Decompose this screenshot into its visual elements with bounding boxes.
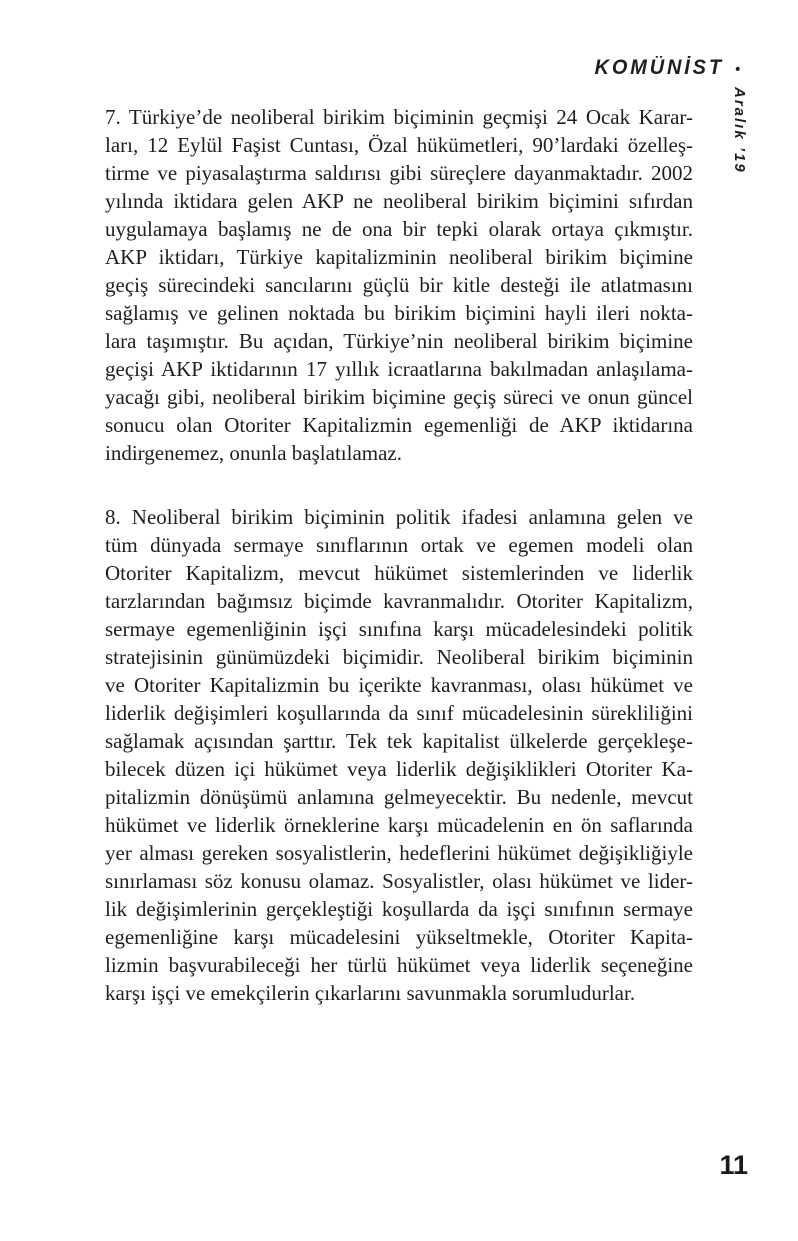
text-line: geçişi AKP iktidarının 17 yıllık icraatlarına bakılmadan anlaşılama-	[105, 357, 693, 381]
text-line: yılında iktidara gelen AKP ne neoliberal birikim biçimini sıfırdan	[105, 189, 693, 213]
text-line: 7. Türkiye’de neoliberal birikim biçiminin geçmişi 24 Ocak Karar-	[105, 105, 693, 129]
text-line: sonucu olan Otoriter Kapitalizmin egemenliği de AKP iktidarına	[105, 413, 693, 437]
text-line: tirme ve piyasalaştırma saldırısı gibi süreçlere dayanmaktadır. 2002	[105, 161, 693, 185]
issue-date-vertical: Aralık ’19	[731, 87, 748, 174]
text-line: sınırlaması söz konusu olamaz. Sosyalistler, olası hükümet ve lider-	[105, 869, 693, 893]
paragraph-7	[105, 103, 693, 467]
text-line: yacağı gibi, neoliberal birikim biçimine geçiş süreci ve onun güncel	[105, 385, 693, 409]
text-line: stratejisinin günümüzdeki biçimidir. Neoliberal birikim biçiminin	[105, 645, 693, 669]
text-line: sermaye egemenliğinin işçi sınıfına karşı mücadelesindeki politik	[105, 617, 693, 641]
text-line: 8. Neoliberal birikim biçiminin politik ifadesi anlamına gelen ve	[105, 505, 693, 529]
text-line: geçiş sürecindeki sancılarını güçlü bir kitle desteği ile atlatmasını	[105, 273, 693, 297]
text-line: pitalizmin dönüşümü anlamına gelmeyecektir. Bu nedenle, mevcut	[105, 785, 693, 809]
journal-title: KOMÜNİST	[594, 56, 724, 79]
header-bullet-icon: •	[734, 60, 740, 78]
page-number: 11	[719, 1150, 748, 1180]
text-line: Otoriter Kapitalizm, mevcut hükümet sistemlerinden ve liderlik	[105, 561, 693, 585]
text-line: bilecek düzen içi hükümet veya liderlik değişiklikleri Otoriter Ka-	[105, 757, 693, 781]
running-header	[594, 56, 740, 80]
text-line: ları, 12 Eylül Faşist Cuntası, Özal hükümetleri, 90’lardaki özelleş-	[105, 133, 693, 157]
paragraph-8	[105, 503, 693, 1007]
text-line: tarzlarından bağımsız biçimde kavranmalıdır. Otoriter Kapitalizm,	[105, 589, 693, 613]
text-line: sağlamış ve gelinen noktada bu birikim biçimini hayli ileri nokta-	[105, 301, 693, 325]
body-text	[105, 103, 693, 1007]
text-line: yer alması gereken sosyalistlerin, hedeflerini hükümet değişikliğiyle	[105, 841, 693, 865]
text-line: uygulamaya başlamış ne de ona bir tepki olarak ortaya çıkmıştır.	[105, 217, 693, 241]
text-line: egemenliğine karşı mücadelesini yükseltmekle, Otoriter Kapita-	[105, 925, 693, 949]
text-line: ve Otoriter Kapitalizmin bu içerikte kavranması, olası hükümet ve	[105, 673, 693, 697]
text-line: hükümet ve liderlik örneklerine karşı mücadelenin en ön saflarında	[105, 813, 693, 837]
text-line: karşı işçi ve emekçilerin çıkarlarını savunmakla sorumludurlar.	[105, 981, 636, 1005]
text-line: lik değişimlerinin gerçekleştiği koşullarda da işçi sınıfının sermaye	[105, 897, 693, 921]
text-line: indirgenemez, onunla başlatılamaz.	[105, 441, 403, 465]
text-line: liderlik değişimleri koşullarında da sınıf mücadelesinin sürekliliğini	[105, 701, 693, 725]
text-line: tüm dünyada sermaye sınıflarının ortak ve egemen modeli olan	[105, 533, 693, 557]
text-line: AKP iktidarı, Türkiye kapitalizminin neoliberal birikim biçimine	[105, 245, 693, 269]
text-line: lara taşımıştır. Bu açıdan, Türkiye’nin neoliberal birikim biçimine	[105, 329, 693, 353]
text-line: sağlamak açısından şarttır. Tek tek kapitalist ülkelerde gerçekleşe-	[105, 729, 693, 753]
text-line: lizmin başvurabileceği her türlü hükümet veya liderlik seçeneğine	[105, 953, 693, 977]
